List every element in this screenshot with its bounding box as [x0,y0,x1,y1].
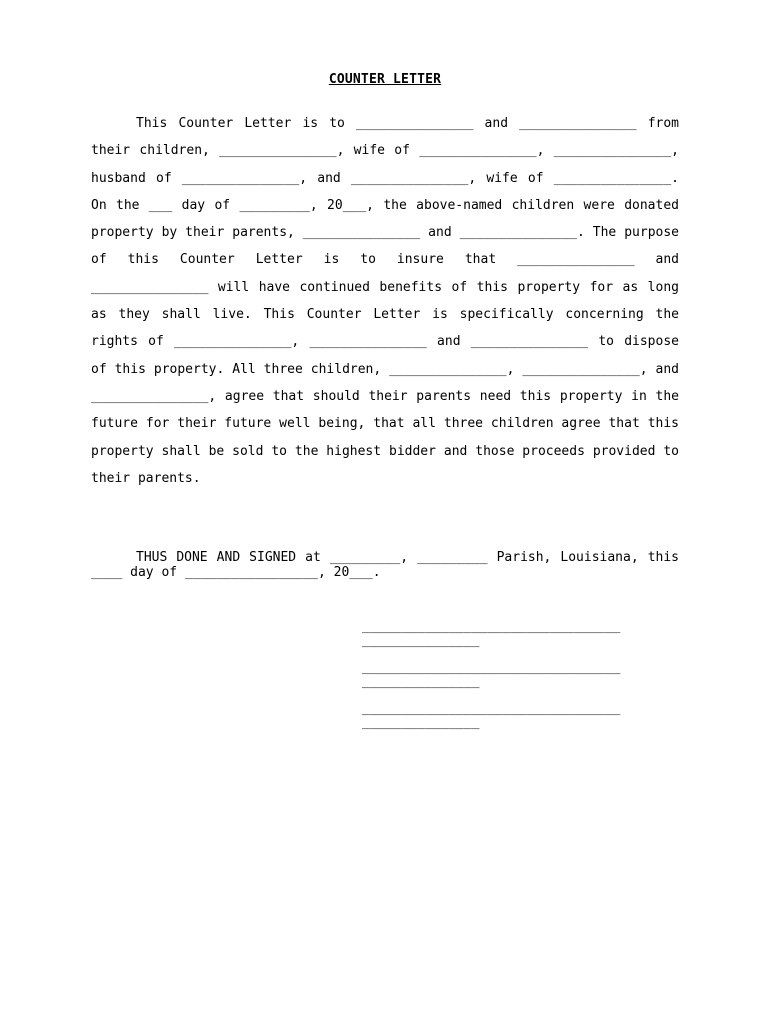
document-title: COUNTER LETTER [328,72,442,87]
signature-line: _________________________________ _______________ [362,701,621,730]
body-paragraph: This Counter Letter is to _______________ and _______________ from their children, _______________, wife of _______________, _______________, husband of _______________, and _______________, wife of _______________. On the ___ day of _________, 20___, the above-named children were donated property by their parents, _______________ and _______________. The purpose of this Counter Letter is to insure that _______________ and _______________ will have continued benefits of this property for as long as they shall live. This Counter Letter is specifically concerning the rights of _______________, _______________ and _______________ to dispose of this property. All three children, _______________, _______________, and _______________, agree that should their parents need this property in the future for their future well being, that all three children agree that this property shall be sold to the highest bidder and those proceeds provided to their parents. [91,116,679,486]
signature-line: _________________________________ _______________ [362,660,621,689]
signature-line: _________________________________ _______________ [362,619,621,648]
closing-paragraph: THUS DONE AND SIGNED at _________, _________ Parish, Louisiana, this ____ day of _________________, 20___. [91,550,679,580]
